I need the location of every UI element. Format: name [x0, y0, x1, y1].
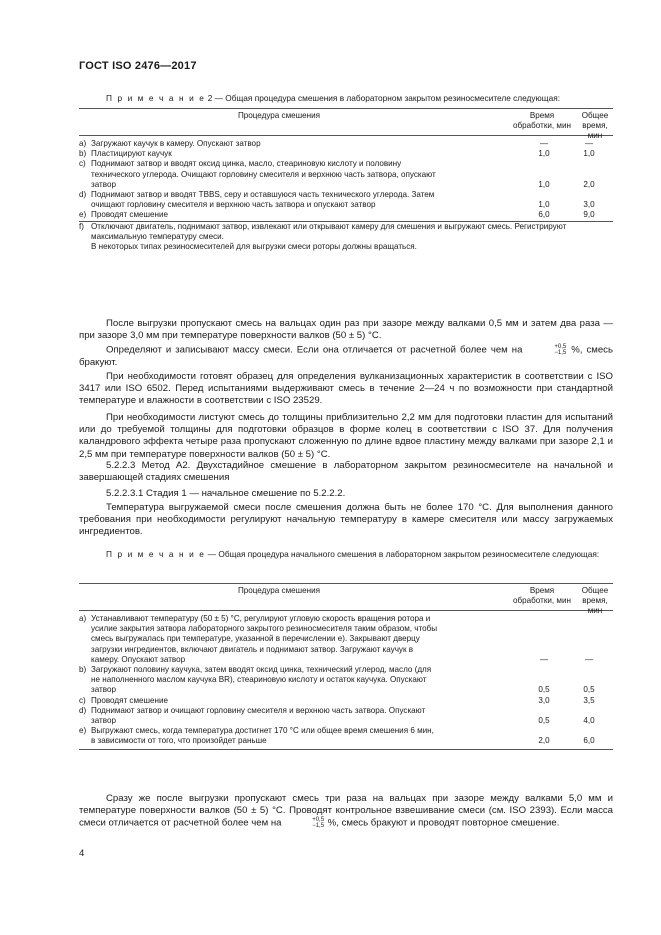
table-2-header [79, 584, 613, 616]
table-row: c) Проводят смешение 3,0 3,5 [79, 695, 595, 705]
tolerance-fraction: +0,5 −1,5 [554, 344, 567, 356]
mixing-table-1 [79, 108, 613, 252]
mixing-table-2 [79, 583, 613, 750]
paragraph-2: Определяют и записывают массу смеси. Если она отличается от расчетной более чем на +0,5 −1,5 %, смесь бракуют. [79, 344, 613, 368]
note-2-label: П р и м е ч а н и е [106, 549, 206, 559]
paragraph-3: При необходимости готовят образец для определения вулканизационных характеристик в соответствии с ISO 3417 или ISO 6502. Перед испытаниями выдерживают смесь в течение 2—24 ч по возможности при стандартной температуре и влажности в соответствии с ISO 23529. [79, 371, 613, 407]
table-row: e) Выгружают смесь, когда температура достигнет 170 °С или общее время смешения 6 мин, в зависимости от того, что произойдет раньше 2,0 6,0 [79, 726, 613, 749]
paragraph-4: При необходимости листуют смесь до толщины приблизительно 2,2 мм для подготовки пластин для испытаний или до требуемой толщины для подготовки образцов в форме колец в соответствии с ISO 37. Для получения каландрового эффекта четыре раза пропускают сложенную по длине вдвое пластину между валками при зазоре 2,1 и 2,5 мм при температуре поверхности валков (50 ± 5) °С. [79, 412, 613, 460]
paragraph-1: После выгрузки пропускают смесь на вальцах один раз при зазоре между валками 0,5 мм и затем два раза — при зазоре 3,0 мм при температуре поверхности валков (50 ± 5) °С. [79, 318, 613, 342]
note-2-text: — Общая процедура начального смешения в лабораторном закрытом резиносмесителе следующая: [205, 549, 600, 559]
tolerance-fraction: +0,5 −1,5 [312, 817, 325, 830]
note-1 [106, 93, 616, 104]
paragraph-7: Температура выгружаемой смеси после смешения должна быть не более 170 °С. Для выполнения данного требования при необходимости регулируют начальную температуру в камере смесителя или массу загружаемых ингредиентов. [79, 502, 613, 538]
table-row: b) Загружают половину каучука, затем вводят оксид цинка, технический углерод, масло (для не наполненного маслом каучука BR), стеариновую кислоту и остаток каучука. Опускают затвор 0,5 0,5 [79, 665, 595, 695]
paragraph-5: 5.2.2.3 Метод А2. Двухстадийное смешение в лабораторном закрытом резиносмесителе на начальной и завершающей стадиях смешения [79, 460, 613, 484]
paragraph-6: 5.2.2.3.1 Стадия 1 — начальное смешение по 5.2.2.2. [106, 488, 346, 499]
table-row: a) Устанавливают температуру (50 ± 5) °С, регулируют угловую скорость вращения ротора и усилие закрытия затвора лабораторного закрытого резиносмесителя таким образом, чтобы смесь выгружалась при температуре, указанной в перечислении e). Закрывают дверцу загрузки ингредиентов, включают двигатель и поднимают затвор. Загружают каучук в камеру. Опускают затвор — — [79, 614, 594, 664]
table-row: d) Поднимают затвор и вводят TBBS, серу и оставшуюся часть технического углерода. Затем очищают горловину смесителя и верхнюю часть затвора и опускают затвор 1,0 3,0 [79, 190, 595, 210]
table-1-col-total: Общее время, мин [581, 111, 609, 141]
table-2-col-procedure: Процедура смешения [237, 586, 321, 595]
table-row: b) Пластицируют каучук 1,0 1,0 [79, 149, 595, 159]
note-1-text: 2 — Общая процедура смешения в лабораторном закрытом резиносмесителе следующая: [205, 93, 561, 103]
note-2 [79, 549, 613, 560]
table-1-col-procedure: Процедура смешения [237, 111, 321, 120]
table-row: c) Поднимают затвор и вводят оксид цинка, масло, стеариновую кислоту и половину технического углерода. Очищают горловину смесителя и верхнюю часть затвора, опускают затвор 1,0 2,0 [79, 159, 595, 189]
table-row: a) Загружают каучук в камеру. Опускают затвор — — [79, 139, 594, 148]
document-header: ГОСТ ISO 2476—2017 [79, 60, 197, 72]
table-row: f) Отключают двигатель, поднимают затвор, извлекают или открывают камеру для смешения и выгружают смесь. Регистрируют максимальную температуру смеси. [79, 221, 613, 242]
table-2-col-total: Общее время, мин [581, 586, 609, 616]
table-2-col-time: Время обработки, мин [513, 586, 571, 606]
table-row: d) Поднимают затвор и очищают горловину смесителя и верхнюю часть затвора. Опускают затвор 0,5 4,0 [79, 705, 595, 726]
table-row: e) Проводят смешение 6,0 9,0 [79, 210, 595, 220]
table-note-line: В некоторых типах резиносмесителей для выгрузки смеси роторы должны вращаться. [91, 242, 417, 252]
paragraph-final: Сразу же после выгрузки пропускают смесь три раза на вальцах при зазоре между валками 5,0 мм и температуре поверхности валков (50 ± 5) °С. Проводят контрольное взвешивание смеси (см. ISO 2393). Если масса смеси отличается от расчетной более чем на +0,5 −1,5 %, смесь бракуют и проводят повторное смешение. [79, 793, 613, 830]
page-number: 4 [79, 848, 85, 859]
table-1-header [79, 109, 613, 141]
table-1-col-time: Время обработки, мин [513, 111, 571, 131]
note-1-label: П р и м е ч а н и е [106, 93, 206, 103]
